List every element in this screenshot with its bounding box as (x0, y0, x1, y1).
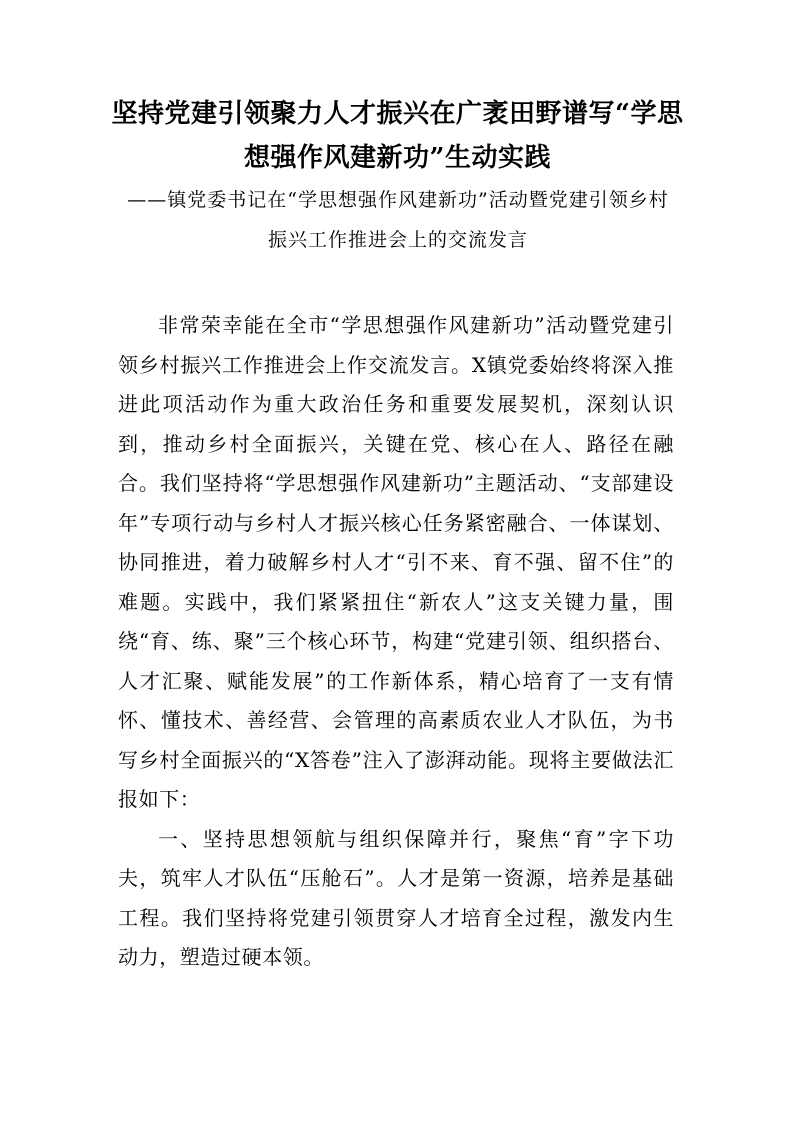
body-paragraph-section-one: 一、坚持思想领航与组织保障并行，聚焦“育”字下功夫，筑牢人才队伍“压舱石”。人才是第一资源，培养是基础工程。我们坚持将党建引领贯穿人才培育全过程，激发内生动力，塑造过硬本领。 (118, 826, 674, 969)
document-subtitle: ——镇党委书记在“学思想强作风建新功”活动暨党建引领乡村振兴工作推进会上的交流发言 (127, 189, 669, 251)
document-body (118, 306, 674, 978)
body-paragraph-intro: 非常荣幸能在全市“学思想强作风建新功”活动暨党建引领乡村振兴工作推进会上作交流发言。X镇党委始终将深入推进此项活动作为重大政治任务和重要发展契机，深刻认识到，推动乡村全面振兴，关键在党、核心在人、路径在融合。我们坚持将“学思想强作风建新功”主题活动、“支部建设年”专项行动与乡村人才振兴核心任务紧密融合、一体谋划、协同推进，着力破解乡村人才“引不来、育不强、留不住”的难题。实践中，我们紧紧扭住“新农人”这支关键力量，围绕“育、练、聚”三个核心环节，构建“党建引领、组织搭台、人才汇聚、赋能发展”的工作新体系，精心培育了一支有情怀、懂技术、善经营、会管理的高素质农业人才队伍，为书写乡村全面振兴的“X答卷”注入了澎湃动能。现将主要做法汇报如下： (118, 313, 674, 811)
document-title: 坚持党建引领聚力人才振兴在广袤田野谱写“学思想强作风建新功”生动实践 (111, 99, 684, 173)
